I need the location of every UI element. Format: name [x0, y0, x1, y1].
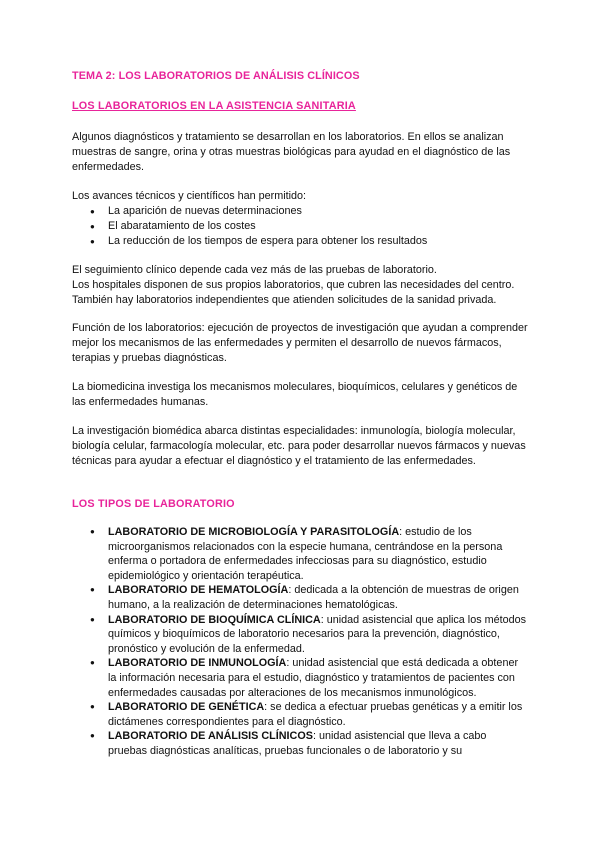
lab-description: : unidad asistencial que está dedicada a obtener la información necesaria para el estudio, diagnóstico y tratamientos de pacientes con enfermedades causadas por alteraciones de los mecanismos inmunológicos.	[108, 657, 519, 699]
document-title: TEMA 2: LOS LABORATORIOS DE ANÁLISIS CLÍNICOS	[72, 70, 360, 82]
paragraph-seguimiento	[72, 263, 532, 308]
paragraph-seguimiento-line1: El seguimiento clínico depende cada vez más de las pruebas de laboratorio.	[72, 264, 437, 276]
lab-types-list	[72, 525, 528, 759]
list-item	[72, 613, 528, 657]
lab-name: LABORATORIO DE GENÉTICA	[108, 701, 265, 714]
lab-name: LABORATORIO DE ANÁLISIS CLÍNICOS	[108, 730, 313, 743]
paragraph-avances-intro: Los avances técnicos y científicos han permitido:	[72, 190, 307, 202]
paragraph-investigacion: La investigación biomédica abarca distintas especialidades: inmunología, biología molecular, biología celular, farmacología molecular, etc. para poder desarrollar nuevos fármacos y nuevas técnicas para ayudar a efectuar el diagnóstico y el tratamiento de las enfermedades.	[72, 425, 526, 467]
list-item: ● El abaratamiento de los costes	[72, 219, 532, 234]
list-item	[72, 729, 528, 758]
lab-description: : unidad asistencial que lleva a cabo pruebas diagnósticas analíticas, pruebas funcionales o de laboratorio y su	[108, 730, 487, 757]
lab-name: LABORATORIO DE INMUNOLOGÍA	[108, 657, 287, 670]
list-item: ● La reducción de los tiempos de espera para obtener los resultados	[72, 234, 532, 249]
list-item	[72, 525, 528, 583]
lab-name: LABORATORIO DE BIOQUÍMICA CLÍNICA	[108, 613, 321, 626]
lab-description: : dedicada a la obtención de muestras de origen humano, a la realización de determinaciones hematológicas.	[108, 584, 519, 611]
list-item: ● La aparición de nuevas determinaciones	[72, 204, 532, 219]
lab-description: : unidad asistencial que aplica los métodos químicos y bioquímicos de laboratorio necesarios para la prevención, diagnóstico, pronóstico y evolución de la enfermedad.	[108, 613, 527, 655]
advances-list	[72, 204, 532, 249]
lab-name: LABORATORIO DE HEMATOLOGÍA	[108, 584, 289, 597]
section-heading-asistencia: LOS LABORATORIOS EN LA ASISTENCIA SANITARIA	[72, 100, 356, 112]
paragraph-hospitales: Los hospitales disponen de sus propios laboratorios, que cubren las necesidades del centro. También hay laboratorios independientes que atienden solicitudes de la sanidad privada.	[72, 279, 515, 306]
list-item	[72, 656, 528, 700]
list-item	[72, 583, 528, 612]
paragraph-diagnosticos: Algunos diagnósticos y tratamiento se desarrollan en los laboratorios. En ellos se analizan muestras de sangre, orina y otras muestras biológicas para ayudad en el diagnóstico de las enfermedades.	[72, 131, 511, 173]
lab-description: : estudio de los microorganismos relacionados con la especie humana, centrándose en la persona enferma o portadora de enfermedades infecciosas para su diagnóstico, estudio epidemiológico y orientación terapéutica.	[108, 526, 503, 582]
lab-description: : se dedica a efectuar pruebas genéticas y a emitir los dictámenes correspondientes para el diagnóstico.	[108, 701, 523, 728]
section-heading-tipos: LOS TIPOS DE LABORATORIO	[72, 498, 235, 510]
paragraph-funcion: Función de los laboratorios: ejecución de proyectos de investigación que ayudan a comprender mejor los mecanismos de las enfermedades y permiten el desarrollo de nuevos fármacos, terapias y pruebas diagnósticas.	[72, 322, 528, 364]
list-item	[72, 700, 528, 729]
paragraph-biomedicina: La biomedicina investiga los mecanismos moleculares, bioquímicos, celulares y genéticos de las enfermedades humanas.	[72, 381, 518, 408]
lab-name: LABORATORIO DE MICROBIOLOGÍA Y PARASITOLOGÍA	[108, 526, 400, 538]
